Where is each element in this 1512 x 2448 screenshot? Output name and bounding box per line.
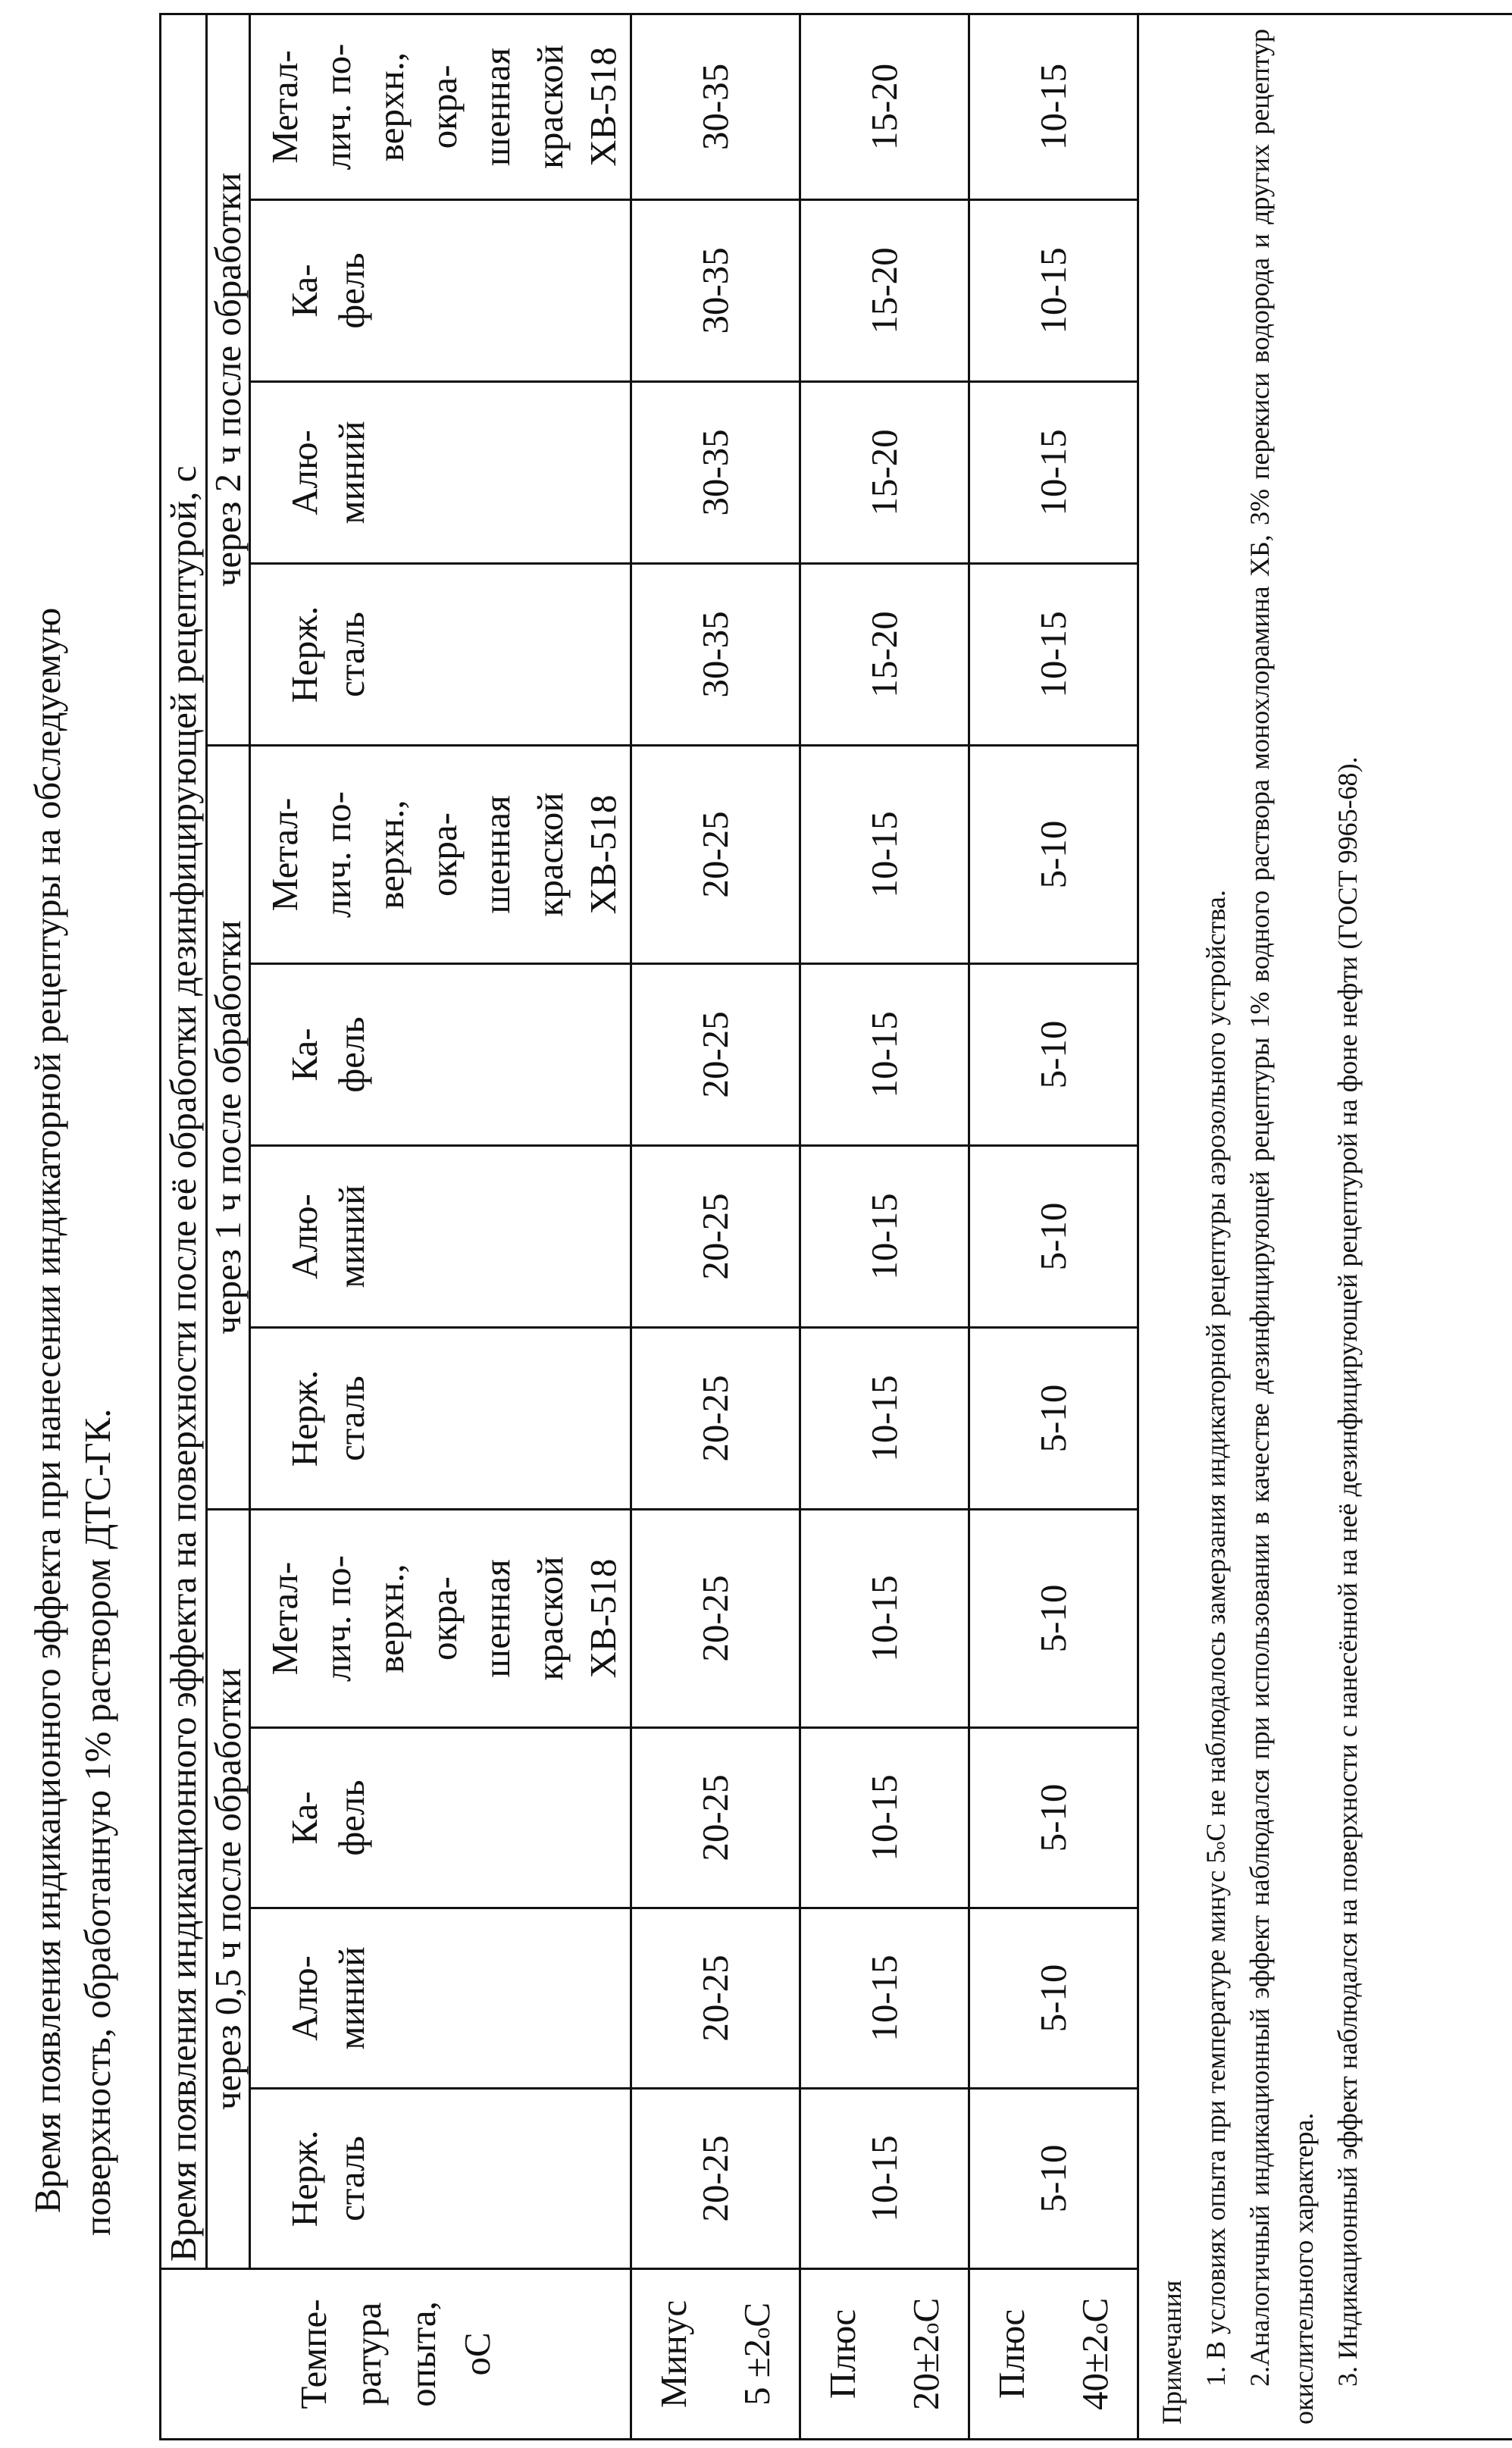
material-metal-l6: краской <box>529 793 571 917</box>
material-tile-l1: Ка- <box>283 264 325 317</box>
material-metal-l1: Метал- <box>264 1562 305 1676</box>
material-aluminium <box>250 1146 631 1328</box>
header-row-main <box>161 14 207 2439</box>
material-steel <box>250 2089 631 2269</box>
material-steel-l2: сталь <box>330 1376 372 1461</box>
caption-line-2: поверхность, обработанную 1% раствором ДТС-ГК. <box>73 189 123 2236</box>
material-tile-l1: Ка- <box>283 1791 325 1844</box>
material-metal-l5: шенная <box>476 795 518 913</box>
header-row-groups <box>207 14 250 2439</box>
temp-header-l1: Темпе- <box>293 2299 334 2409</box>
note-3: 3. Индикационный эффект наблюдался на поверхности с нанесённой на неё дезинфицирующей рецептурой на фоне нефти (ГОСТ 9965-68). <box>1326 29 1370 2425</box>
notes-cell <box>1138 14 1512 2439</box>
material-metal-l4: окра- <box>423 65 465 149</box>
table-cell: 30-35 <box>631 564 800 746</box>
temp-label-value: 20±2 <box>905 2334 947 2410</box>
temp-header-cell <box>161 2269 631 2440</box>
table-cell: 20-25 <box>631 2089 800 2269</box>
group-header-2h: через 2 ч после обработки <box>207 14 250 745</box>
table-cell: 10-15 <box>800 1728 969 1908</box>
notes-row <box>1138 14 1512 2439</box>
table-row <box>631 14 800 2439</box>
temp-label-l1: Минус <box>653 2300 694 2408</box>
temp-label-value: 5 ±2 <box>736 2339 778 2406</box>
material-aluminium-l1: Алю- <box>283 1194 325 1279</box>
table-cell: 30-35 <box>631 14 800 199</box>
table-cell: 20-25 <box>631 746 800 964</box>
material-aluminium-l2: миний <box>330 421 372 524</box>
table-cell: 5-10 <box>969 964 1138 1146</box>
row-temp-label <box>969 2269 1138 2440</box>
table-cell: 10-15 <box>800 746 969 964</box>
material-metal-l6: краской <box>529 1557 571 1681</box>
header-row-materials <box>250 14 631 2439</box>
rotated-page <box>0 0 1512 2448</box>
material-metal-l7: ХВ-518 <box>582 795 624 915</box>
temp-unit: С <box>736 2302 778 2327</box>
temp-header-l4: oС <box>456 2332 498 2375</box>
degree-sup: o <box>749 2327 775 2339</box>
material-metal-l1: Метал- <box>264 50 305 164</box>
material-metal-l4: окра- <box>423 812 465 897</box>
material-metal-l5: шенная <box>476 1559 518 1677</box>
material-steel-l1: Нерж. <box>283 2130 325 2227</box>
table-cell: 5-10 <box>969 1908 1138 2089</box>
material-aluminium-l1: Алю- <box>283 430 325 515</box>
material-steel-l2: сталь <box>330 2136 372 2221</box>
table-row <box>800 14 969 2439</box>
material-steel-l1: Нерж. <box>283 1370 325 1467</box>
note-2: 2.Аналогичный индикационный эффект наблюдался при использовании в качестве дезинфицирующей рецептуры 1% водного раствора монохлорамина ХБ, 3% перекиси водорода и других рецептур окислительного характера. <box>1238 29 1326 2425</box>
table-cell: 10-15 <box>800 1510 969 1728</box>
material-metal <box>250 1510 631 1728</box>
material-tile <box>250 964 631 1146</box>
group-header-0-5h: через 0,5 ч после обработки <box>207 1510 250 2269</box>
material-metal-l3: верхн., <box>370 1564 412 1673</box>
table-row <box>969 14 1138 2439</box>
table-cell: 20-25 <box>631 1908 800 2089</box>
material-metal-l6: краской <box>529 45 571 169</box>
material-tile-l2: фель <box>330 252 372 328</box>
table-cell: 15-20 <box>800 564 969 746</box>
material-metal <box>250 14 631 199</box>
material-metal-l2: лич. по- <box>317 1555 358 1682</box>
material-tile <box>250 1728 631 1908</box>
material-metal-l4: окра- <box>423 1576 465 1661</box>
table-cell: 30-35 <box>631 382 800 564</box>
table-caption <box>23 189 123 2236</box>
table-cell: 20-25 <box>631 1146 800 1328</box>
table-cell: 10-15 <box>969 382 1138 564</box>
table-cell: 15-20 <box>800 200 969 382</box>
table-cell: 20-25 <box>631 1510 800 1728</box>
material-steel <box>250 564 631 746</box>
table-cell: 5-10 <box>969 746 1138 964</box>
temp-unit: С <box>905 2298 947 2323</box>
note-1-text-end: С не наблюдалось замерзания индикаторной рецептуры аэрозольного устройства. <box>1201 890 1231 1841</box>
table-cell: 20-25 <box>631 1728 800 1908</box>
table-cell: 5-10 <box>969 1510 1138 1728</box>
note-1-text: 1. В условиях опыта при температуре минус 5 <box>1201 1850 1231 2387</box>
group-header-1h: через 1 ч после обработки <box>207 746 250 1510</box>
material-aluminium <box>250 382 631 564</box>
table-cell: 10-15 <box>800 1328 969 1510</box>
table-cell: 30-35 <box>631 200 800 382</box>
material-metal-l5: шенная <box>476 48 518 166</box>
table-cell: 10-15 <box>969 200 1138 382</box>
table-cell: 5-10 <box>969 1328 1138 1510</box>
material-steel-l2: сталь <box>330 612 372 697</box>
table-cell: 10-15 <box>800 1146 969 1328</box>
temp-unit: С <box>1074 2298 1116 2323</box>
note-1 <box>1194 29 1238 2425</box>
table-cell: 15-20 <box>800 14 969 199</box>
table-cell: 5-10 <box>969 1728 1138 1908</box>
material-metal-l7: ХВ-518 <box>582 47 624 167</box>
table-cell: 20-25 <box>631 964 800 1146</box>
material-aluminium <box>250 1908 631 2089</box>
material-metal-l3: верхн., <box>370 52 412 161</box>
table-cell: 10-15 <box>969 14 1138 199</box>
material-tile-l2: фель <box>330 1780 372 1855</box>
row-temp-label <box>631 2269 800 2440</box>
material-aluminium-l2: миний <box>330 1947 372 2050</box>
notes-title: Примечания <box>1150 29 1194 2425</box>
temp-header-l2: ратура <box>347 2302 389 2406</box>
table-cell: 10-15 <box>800 2089 969 2269</box>
temp-label-l1: Плюс <box>991 2309 1032 2399</box>
material-aluminium-l1: Алю- <box>283 1955 325 2041</box>
degree-sup: o <box>1210 1842 1229 1850</box>
material-aluminium-l2: миний <box>330 1185 372 1288</box>
material-metal-l2: лич. по- <box>317 44 358 171</box>
temp-label-value: 40±2 <box>1074 2334 1116 2410</box>
material-metal-l3: верхн., <box>370 800 412 909</box>
results-table <box>159 13 1512 2440</box>
material-metal-l1: Метал- <box>264 798 305 912</box>
table-cell: 5-10 <box>969 2089 1138 2269</box>
material-metal-l7: ХВ-518 <box>582 1559 624 1679</box>
temp-label-l1: Плюс <box>822 2309 863 2399</box>
degree-sup: o <box>1087 2323 1113 2334</box>
table-cell: 10-15 <box>969 564 1138 746</box>
row-temp-label <box>800 2269 969 2440</box>
table-cell: 10-15 <box>800 1908 969 2089</box>
table-cell: 15-20 <box>800 382 969 564</box>
caption-line-1: Время появления индикационного эффекта при нанесении индикаторной рецептуры на обследуемую <box>23 189 73 2213</box>
material-steel-l1: Нерж. <box>283 606 325 703</box>
table-cell: 10-15 <box>800 964 969 1146</box>
material-steel <box>250 1328 631 1510</box>
material-metal <box>250 746 631 964</box>
degree-sup: o <box>918 2323 944 2334</box>
material-tile-l1: Ка- <box>283 1028 325 1081</box>
material-tile-l2: фель <box>330 1016 372 1092</box>
material-tile <box>250 200 631 382</box>
table-cell: 5-10 <box>969 1146 1138 1328</box>
material-metal-l2: лич. по- <box>317 791 358 918</box>
table-cell: 20-25 <box>631 1328 800 1510</box>
main-header: Время появления индикационного эффекта на поверхности после её обработки дезинфицирующей рецептурой, с <box>161 14 207 2268</box>
temp-header-l3: опыта, <box>402 2301 443 2407</box>
